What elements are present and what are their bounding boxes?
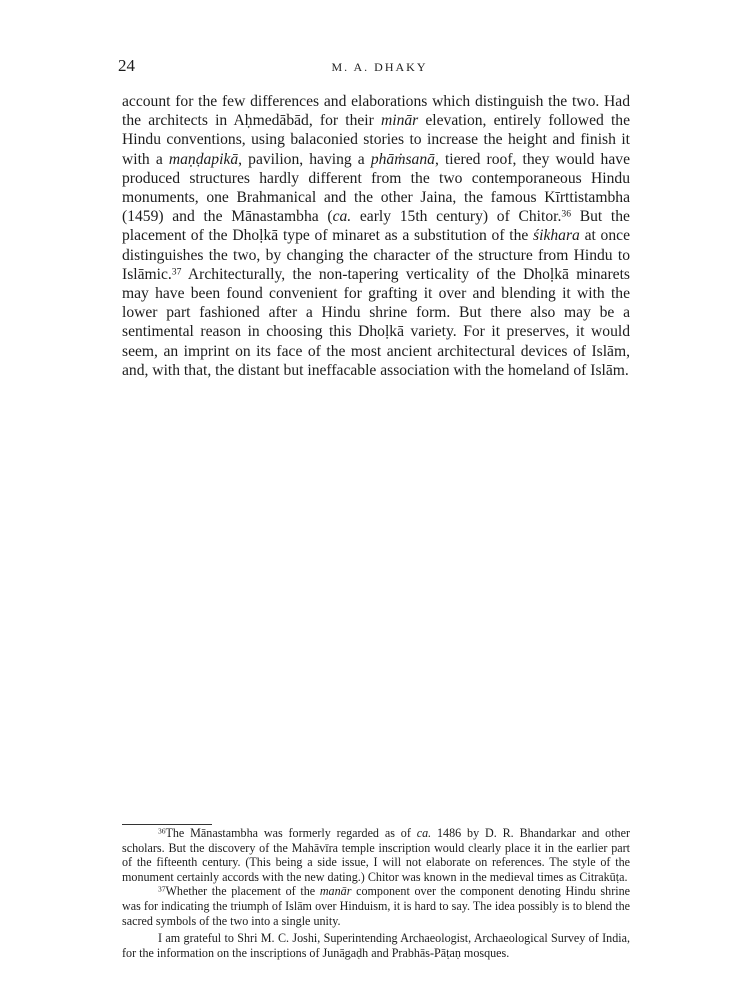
body-text-segment: at once distinguishes the two, by changing the character of the structure from Hindu to Islāmic. [122,227,630,283]
running-head: M. A. DHAKY [331,60,428,74]
footnote-text: component over the component denoting Hindu shrine was for indicating the triumph of Islām over Hinduism, it is hard to say. The idea possibly is to blend the sacred symbols of the two into a single unity. [122,884,630,928]
page-number: 24 [118,56,135,75]
footnote-37 [122,884,630,928]
italic-term: ca. [416,826,432,840]
body-text-segment: Architecturally, the non-tapering verticality of the Dhoḷkā minarets may have been found convenient for grafting it over and blending it with the lower part fashioned after a Hindu shrine form. But there also may be a sentimental reason in choosing this Dhoḷkā variety. For it preserves, it would seem, an imprint on its face of the most ancient architectural devices of Islām, and, with that, the distant but ineffacable association with the homeland of Islām. [122,265,630,379]
body-text-segment: account for the few differences and elaborations which distinguish the two. Had the architects in Aḥmedābād, for their [122,93,630,130]
body-paragraph [122,92,630,380]
body-text-segment: , pavilion, having a [238,150,371,168]
italic-term: ca. [332,208,352,226]
footnote-mark-36: 36 [158,826,166,836]
footnote-text: Whether the placement of the [165,884,320,899]
body-text-segment: But the placement of the Dhoḷkā type of minaret as a substitution of the [122,208,630,245]
italic-term: phāṁsanā [370,150,435,168]
footnote-reference-37[interactable]: 37 [171,266,182,278]
italic-term: minār [380,112,419,130]
italic-term: śikhara [533,227,580,245]
body-text-segment: , tiered roof, they would have produced structures hardly different from the two contemporaneous Hindu monuments, one Brahmanical and the other Jaina, the famous Kīrttistambha (1459) and the Mānastambha ( [122,150,630,226]
footnote-text: The Mānastambha was formerly regarded as of [165,826,417,840]
acknowledgement-note: I am grateful to Shri M. C. Joshi, Superintending Archaeologist, Archaeological Survey of India, for the information on the inscriptions of Junāgaḍh and Prabhās-Pāṭaṇ mosques. [122,931,630,960]
footnote-reference-36[interactable]: 36 [561,208,572,220]
body-text-segment: early 15th century) of Chitor. [351,208,562,226]
footnote-mark-37: 37 [158,885,166,894]
italic-term: manār [319,884,352,899]
footnote-text: 1486 by D. R. Bhandarkar and other scholars. But the discovery of the Mahāvīra temple inscription would clearly place it in the earlier part of the fifteenth century. (This being a side issue, I will not elaborate on references. The style of the monument certainly accords with the new dating.) Chitor was known in the medieval times as Citrakūṭa. [122,826,630,884]
body-text-segment: elevation, entirely followed the Hindu conventions, using balaconied stories to increase the height and finish it with a [122,112,630,168]
footnotes [122,826,630,960]
footnote-36 [122,826,630,884]
footnote-rule [122,824,212,825]
italic-term: maṇḍapikā [168,150,239,168]
